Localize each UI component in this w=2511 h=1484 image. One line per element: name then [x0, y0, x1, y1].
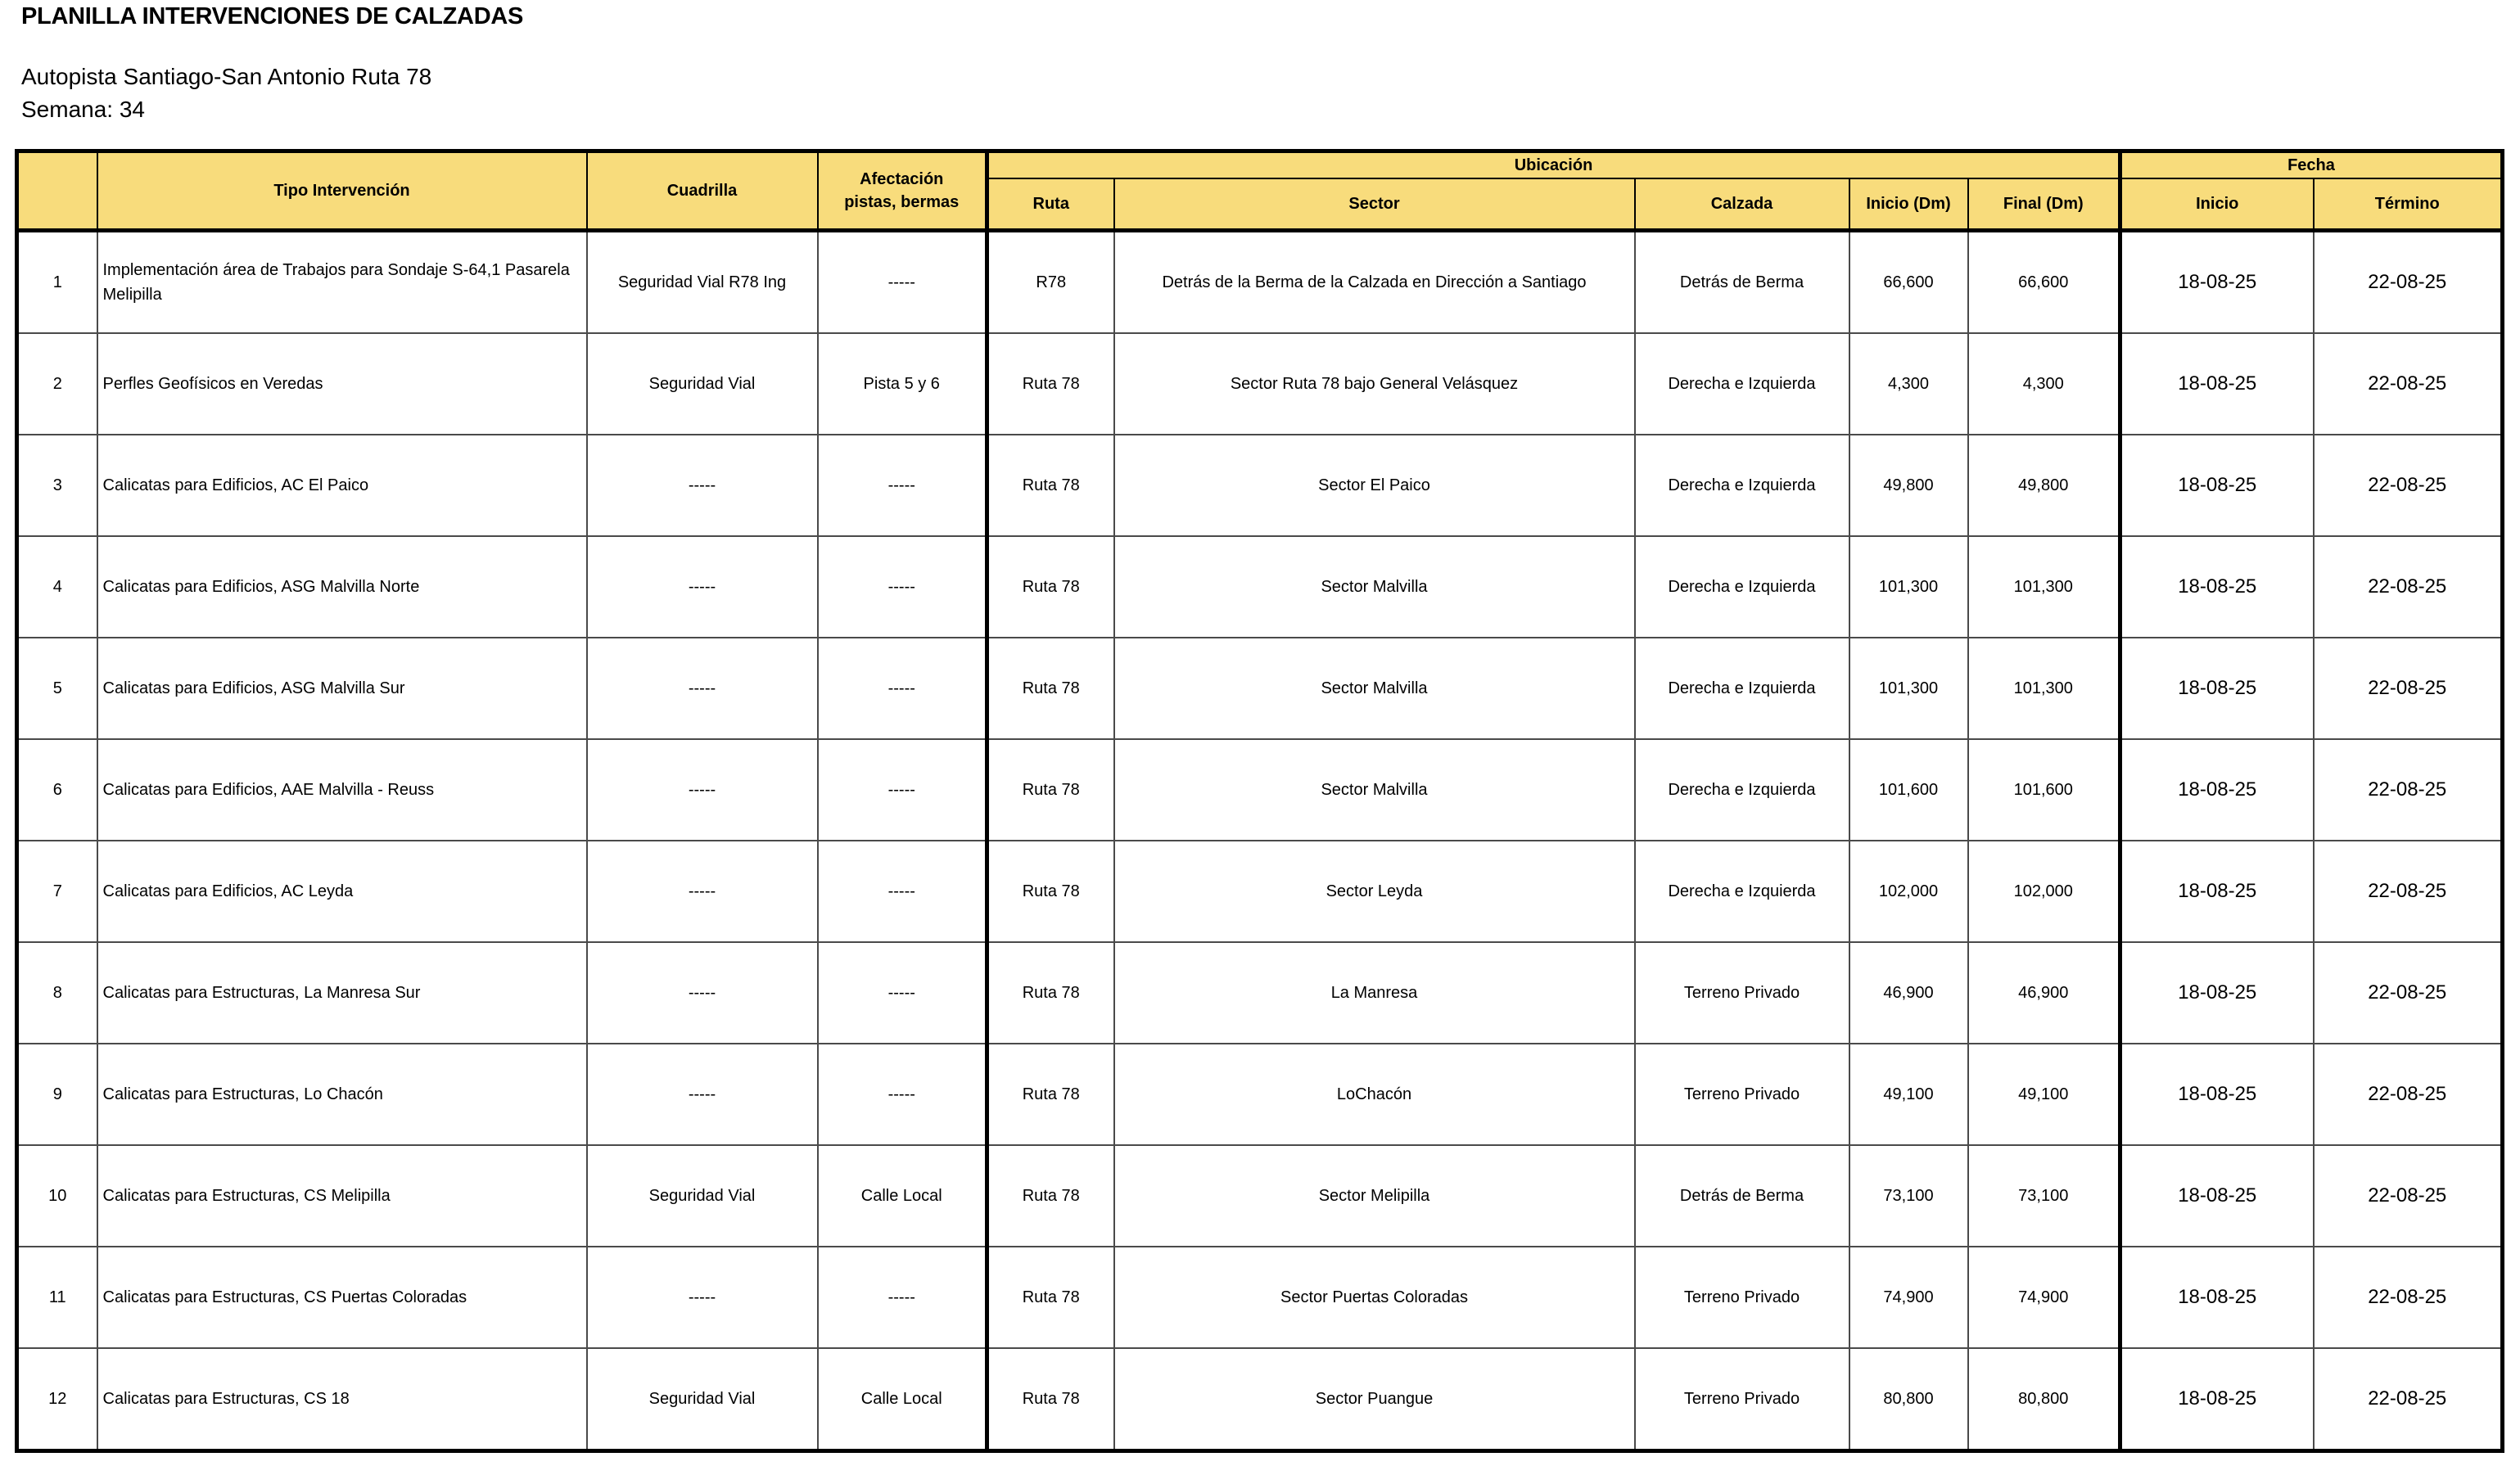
cell-calzada: Terreno Privado: [1635, 1044, 1849, 1145]
cell-final-dm: 73,100: [1968, 1145, 2120, 1247]
cell-termino: 22-08-25: [2314, 739, 2503, 841]
cell-afectacion: Calle Local: [818, 1145, 987, 1247]
table-row: [17, 942, 2503, 1044]
cell-inicio: 18-08-25: [2120, 1044, 2314, 1145]
cell-termino: 22-08-25: [2314, 536, 2503, 638]
cell-termino: 22-08-25: [2314, 1348, 2503, 1451]
header-afectacion-line2: pistas, bermas: [844, 193, 960, 211]
table-row: [17, 1348, 2503, 1451]
cell-calzada: Derecha e Izquierda: [1635, 739, 1849, 841]
cell-tipo: Implementación área de Trabajos para Sondaje S-64,1 Pasarela Melipilla: [97, 231, 587, 334]
cell-cuadrilla: -----: [587, 638, 818, 739]
cell-ruta: Ruta 78: [987, 942, 1114, 1044]
cell-final-dm: 4,300: [1968, 333, 2120, 435]
cell-num: 8: [17, 942, 97, 1044]
cell-calzada: Derecha e Izquierda: [1635, 435, 1849, 536]
cell-ruta: Ruta 78: [987, 1348, 1114, 1451]
cell-num: 3: [17, 435, 97, 536]
cell-sector: Sector Puangue: [1114, 1348, 1635, 1451]
header-num: [17, 151, 97, 231]
header-inicio-dm: Inicio (Dm): [1849, 178, 1968, 231]
cell-sector: Sector Malvilla: [1114, 739, 1635, 841]
cell-final-dm: 46,900: [1968, 942, 2120, 1044]
cell-sector: Sector Melipilla: [1114, 1145, 1635, 1247]
table-row: [17, 536, 2503, 638]
cell-inicio: 18-08-25: [2120, 1247, 2314, 1348]
cell-tipo: Calicatas para Edificios, AC Leyda: [97, 841, 587, 942]
cell-termino: 22-08-25: [2314, 1145, 2503, 1247]
cell-calzada: Derecha e Izquierda: [1635, 841, 1849, 942]
cell-cuadrilla: -----: [587, 1247, 818, 1348]
cell-num: 10: [17, 1145, 97, 1247]
cell-ruta: Ruta 78: [987, 841, 1114, 942]
document-title: PLANILLA INTERVENCIONES DE CALZADAS: [21, 3, 524, 29]
cell-calzada: Detrás de Berma: [1635, 1145, 1849, 1247]
cell-cuadrilla: -----: [587, 1044, 818, 1145]
cell-afectacion: -----: [818, 739, 987, 841]
cell-cuadrilla: -----: [587, 739, 818, 841]
cell-inicio: 18-08-25: [2120, 638, 2314, 739]
cell-termino: 22-08-25: [2314, 1044, 2503, 1145]
header-calzada: Calzada: [1635, 178, 1849, 231]
cell-ruta: Ruta 78: [987, 536, 1114, 638]
cell-afectacion: Pista 5 y 6: [818, 333, 987, 435]
cell-ruta: R78: [987, 231, 1114, 334]
cell-afectacion: -----: [818, 638, 987, 739]
cell-ruta: Ruta 78: [987, 638, 1114, 739]
header-ruta: Ruta: [987, 178, 1114, 231]
cell-sector: Sector El Paico: [1114, 435, 1635, 536]
cell-ruta: Ruta 78: [987, 333, 1114, 435]
cell-num: 11: [17, 1247, 97, 1348]
cell-tipo: Calicatas para Estructuras, CS 18: [97, 1348, 587, 1451]
cell-inicio-dm: 73,100: [1849, 1145, 1968, 1247]
table-row: [17, 841, 2503, 942]
cell-tipo: Calicatas para Estructuras, Lo Chacón: [97, 1044, 587, 1145]
cell-cuadrilla: Seguridad Vial R78 Ing: [587, 231, 818, 334]
cell-calzada: Terreno Privado: [1635, 1247, 1849, 1348]
cell-inicio: 18-08-25: [2120, 435, 2314, 536]
cell-inicio: 18-08-25: [2120, 841, 2314, 942]
header-tipo: Tipo Intervención: [97, 151, 587, 231]
table-row: [17, 333, 2503, 435]
cell-inicio: 18-08-25: [2120, 536, 2314, 638]
cell-cuadrilla: -----: [587, 942, 818, 1044]
cell-calzada: Derecha e Izquierda: [1635, 638, 1849, 739]
cell-afectacion: -----: [818, 1247, 987, 1348]
cell-termino: 22-08-25: [2314, 942, 2503, 1044]
cell-sector: Sector Leyda: [1114, 841, 1635, 942]
cell-afectacion: -----: [818, 435, 987, 536]
group-header-fecha: Fecha: [2120, 151, 2503, 179]
cell-inicio-dm: 74,900: [1849, 1247, 1968, 1348]
cell-num: 9: [17, 1044, 97, 1145]
cell-inicio-dm: 101,600: [1849, 739, 1968, 841]
header-inicio: Inicio: [2120, 178, 2314, 231]
cell-calzada: Terreno Privado: [1635, 1348, 1849, 1451]
cell-inicio: 18-08-25: [2120, 942, 2314, 1044]
cell-afectacion: -----: [818, 231, 987, 334]
header-termino: Término: [2314, 178, 2503, 231]
cell-tipo: Calicatas para Estructuras, CS Puertas Coloradas: [97, 1247, 587, 1348]
cell-num: 5: [17, 638, 97, 739]
cell-afectacion: -----: [818, 1044, 987, 1145]
cell-cuadrilla: -----: [587, 841, 818, 942]
table-header: [17, 151, 2503, 231]
header-cuadrilla: Cuadrilla: [587, 151, 818, 231]
cell-inicio-dm: 66,600: [1849, 231, 1968, 334]
cell-sector: Sector Malvilla: [1114, 638, 1635, 739]
cell-inicio-dm: 49,100: [1849, 1044, 1968, 1145]
cell-inicio: 18-08-25: [2120, 739, 2314, 841]
cell-afectacion: -----: [818, 942, 987, 1044]
cell-inicio: 18-08-25: [2120, 1145, 2314, 1247]
table-body: [17, 231, 2503, 1451]
cell-calzada: Derecha e Izquierda: [1635, 536, 1849, 638]
cell-tipo: Perfles Geofísicos en Veredas: [97, 333, 587, 435]
cell-cuadrilla: Seguridad Vial: [587, 1348, 818, 1451]
cell-inicio-dm: 49,800: [1849, 435, 1968, 536]
table-row: [17, 1044, 2503, 1145]
group-header-ubicacion: Ubicación: [987, 151, 2120, 179]
cell-afectacion: -----: [818, 841, 987, 942]
cell-inicio-dm: 46,900: [1849, 942, 1968, 1044]
cell-afectacion: -----: [818, 536, 987, 638]
cell-inicio: 18-08-25: [2120, 333, 2314, 435]
cell-inicio-dm: 80,800: [1849, 1348, 1968, 1451]
cell-calzada: Detrás de Berma: [1635, 231, 1849, 334]
cell-tipo: Calicatas para Estructuras, CS Melipilla: [97, 1145, 587, 1247]
cell-sector: Sector Malvilla: [1114, 536, 1635, 638]
header-final-dm: Final (Dm): [1968, 178, 2120, 231]
cell-sector: Sector Ruta 78 bajo General Velásquez: [1114, 333, 1635, 435]
cell-ruta: Ruta 78: [987, 435, 1114, 536]
cell-tipo: Calicatas para Estructuras, La Manresa Sur: [97, 942, 587, 1044]
cell-num: 7: [17, 841, 97, 942]
table-row: [17, 739, 2503, 841]
table-row: [17, 638, 2503, 739]
cell-num: 6: [17, 739, 97, 841]
cell-num: 1: [17, 231, 97, 334]
highway-name: Autopista Santiago-San Antonio Ruta 78: [21, 64, 432, 89]
cell-final-dm: 49,800: [1968, 435, 2120, 536]
cell-tipo: Calicatas para Edificios, AAE Malvilla - Reuss: [97, 739, 587, 841]
cell-final-dm: 66,600: [1968, 231, 2120, 334]
cell-ruta: Ruta 78: [987, 1247, 1114, 1348]
cell-calzada: Terreno Privado: [1635, 942, 1849, 1044]
table-row: [17, 435, 2503, 536]
cell-sector: La Manresa: [1114, 942, 1635, 1044]
cell-final-dm: 80,800: [1968, 1348, 2120, 1451]
cell-afectacion: Calle Local: [818, 1348, 987, 1451]
cell-cuadrilla: -----: [587, 536, 818, 638]
cell-calzada: Derecha e Izquierda: [1635, 333, 1849, 435]
cell-termino: 22-08-25: [2314, 231, 2503, 334]
table-row: [17, 231, 2503, 334]
cell-cuadrilla: Seguridad Vial: [587, 333, 818, 435]
cell-tipo: Calicatas para Edificios, ASG Malvilla Sur: [97, 638, 587, 739]
cell-inicio: 18-08-25: [2120, 231, 2314, 334]
table-row: [17, 1145, 2503, 1247]
table-row: [17, 1247, 2503, 1348]
cell-num: 2: [17, 333, 97, 435]
cell-inicio-dm: 101,300: [1849, 638, 1968, 739]
cell-ruta: Ruta 78: [987, 1044, 1114, 1145]
cell-final-dm: 101,600: [1968, 739, 2120, 841]
cell-ruta: Ruta 78: [987, 1145, 1114, 1247]
header-sector: Sector: [1114, 178, 1635, 231]
cell-termino: 22-08-25: [2314, 435, 2503, 536]
cell-inicio-dm: 101,300: [1849, 536, 1968, 638]
cell-termino: 22-08-25: [2314, 638, 2503, 739]
cell-final-dm: 49,100: [1968, 1044, 2120, 1145]
week-label: Semana: 34: [21, 97, 145, 122]
cell-tipo: Calicatas para Edificios, AC El Paico: [97, 435, 587, 536]
header-afectacion: [818, 151, 987, 231]
cell-ruta: Ruta 78: [987, 739, 1114, 841]
cell-inicio-dm: 102,000: [1849, 841, 1968, 942]
cell-final-dm: 74,900: [1968, 1247, 2120, 1348]
interventions-table: [15, 149, 2504, 1453]
cell-sector: Detrás de la Berma de la Calzada en Dirección a Santiago: [1114, 231, 1635, 334]
cell-cuadrilla: -----: [587, 435, 818, 536]
cell-final-dm: 102,000: [1968, 841, 2120, 942]
cell-inicio-dm: 4,300: [1849, 333, 1968, 435]
cell-tipo: Calicatas para Edificios, ASG Malvilla Norte: [97, 536, 587, 638]
cell-sector: LoChacón: [1114, 1044, 1635, 1145]
cell-inicio: 18-08-25: [2120, 1348, 2314, 1451]
cell-num: 12: [17, 1348, 97, 1451]
cell-num: 4: [17, 536, 97, 638]
cell-final-dm: 101,300: [1968, 638, 2120, 739]
cell-cuadrilla: Seguridad Vial: [587, 1145, 818, 1247]
cell-sector: Sector Puertas Coloradas: [1114, 1247, 1635, 1348]
cell-final-dm: 101,300: [1968, 536, 2120, 638]
header-afectacion-line1: Afectación: [860, 170, 944, 188]
cell-termino: 22-08-25: [2314, 841, 2503, 942]
cell-termino: 22-08-25: [2314, 333, 2503, 435]
cell-termino: 22-08-25: [2314, 1247, 2503, 1348]
